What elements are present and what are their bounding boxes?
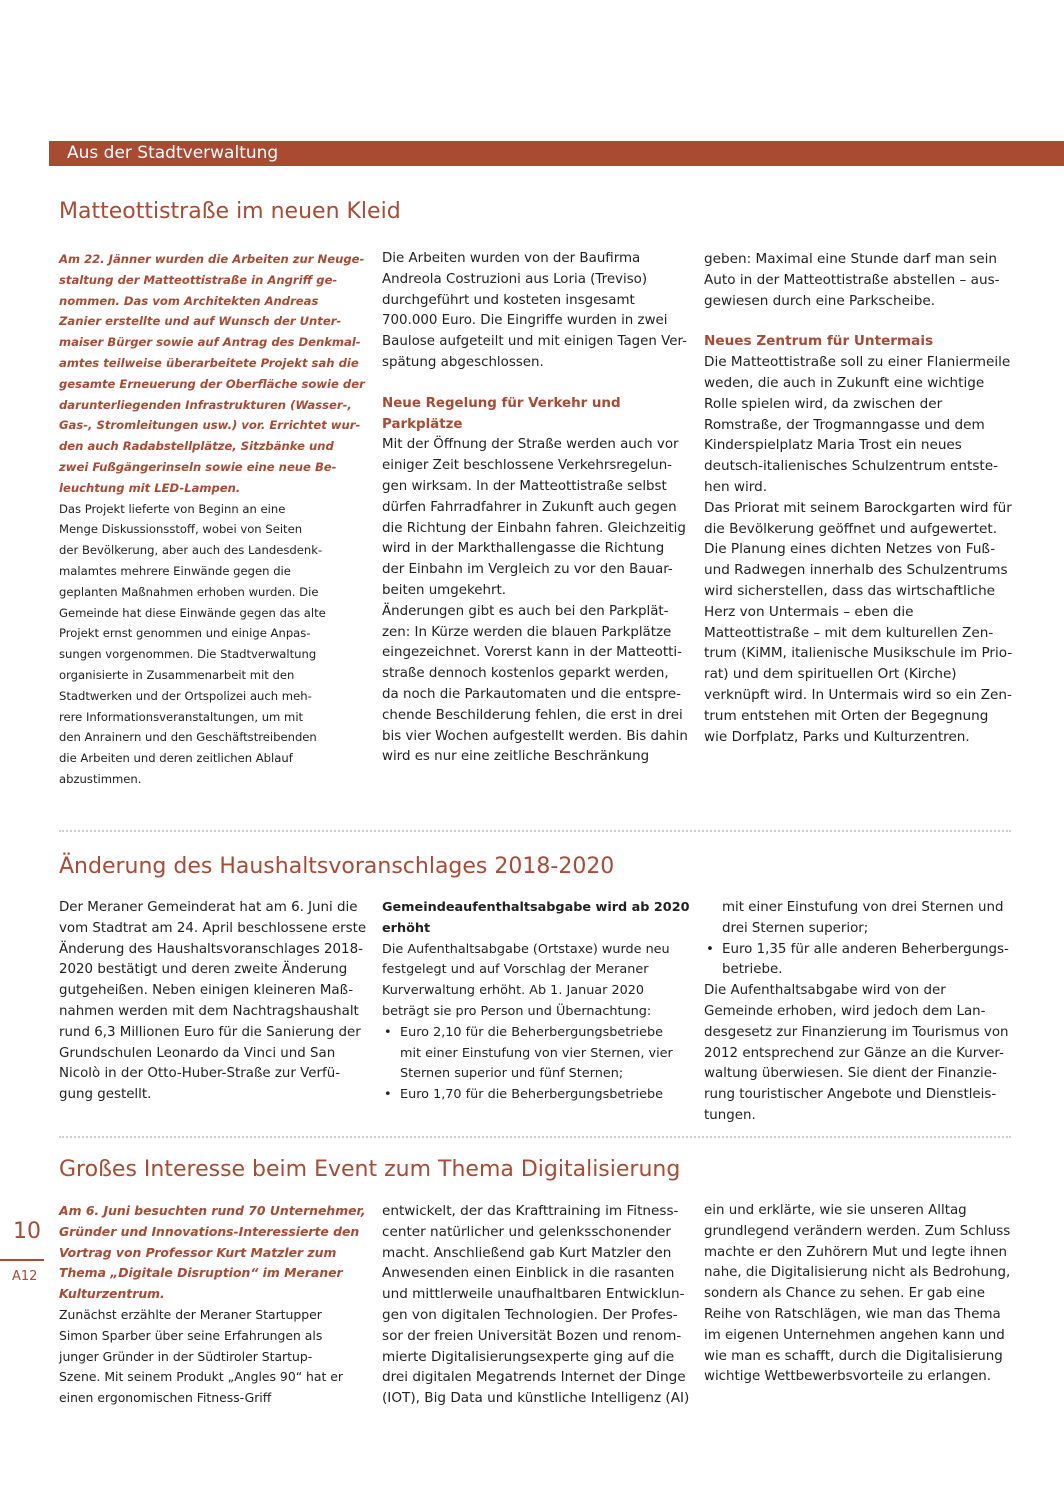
text-line: erhöht bbox=[382, 920, 431, 936]
body-paragraph bbox=[382, 940, 690, 1023]
text-line: Szene. Mit seinem Produkt „Angles 90“ hat er bbox=[59, 1369, 344, 1385]
text-line: festgelegt und auf Vorschlag der Meraner bbox=[382, 962, 649, 978]
text-line: bis vier Wochen aufgestellt werden. Bis dahin bbox=[382, 728, 688, 744]
bullet-item bbox=[382, 1023, 690, 1085]
text-line: Der Meraner Gemeinderat hat am 6. Juni die bbox=[59, 900, 358, 915]
text-line: wird sicherstellen, dass das wirtschaftliche bbox=[704, 582, 996, 599]
text-line: 2012 entsprechend zur Gänze an die Kurver- bbox=[704, 1045, 1004, 1061]
text-line: tungen. bbox=[704, 1107, 756, 1123]
text-line: center natürlicher und gelenksschonender bbox=[382, 1223, 671, 1240]
subheading bbox=[382, 394, 690, 436]
article3-column-1 bbox=[59, 1201, 367, 1409]
text-line: 2020 bestätigt und deren zweite Änderung bbox=[59, 962, 348, 978]
body-paragraph bbox=[704, 1201, 1012, 1388]
article1-column-3 bbox=[704, 249, 1012, 747]
bullet-continuation bbox=[704, 898, 1012, 940]
text-line: straße dennoch kostenlos geparkt werden, bbox=[382, 666, 669, 682]
text-line: waltung überwiesen. Sie dient der Finanzie- bbox=[704, 1066, 997, 1082]
text-line: Neue Regelung für Verkehr und bbox=[382, 395, 621, 411]
text-line: Gründer und Innovations-Interessierte den bbox=[59, 1223, 360, 1239]
text-line: Reihe von Ratschlägen, wie man das Thema bbox=[704, 1306, 1001, 1322]
page-code: A12 bbox=[12, 1269, 38, 1284]
text-line: geplanten Maßnahmen erhoben wurden. Die bbox=[59, 584, 319, 599]
text-line: sungen vorgenommen. Die Stadtverwaltung bbox=[59, 647, 317, 662]
page-number: 10 bbox=[13, 1219, 41, 1244]
text-line: Baulose aufgeteilt und mit einigen Tagen Ver- bbox=[382, 334, 687, 350]
text-line: hen wird. bbox=[704, 478, 768, 495]
body-paragraph bbox=[59, 898, 367, 1106]
text-line: im eigenen Unternehmen angehen kann und bbox=[704, 1327, 1005, 1343]
body-paragraph bbox=[382, 249, 690, 374]
text-line: den auch Radabstellplätze, Sitzbänke und bbox=[59, 439, 334, 454]
text-line: chende Beschilderung fehlen, die erst in drei bbox=[382, 707, 683, 723]
text-line: sor der freien Universität Bozen und renom- bbox=[382, 1327, 682, 1344]
text-line: organisierte in Zusammenarbeit mit den bbox=[59, 667, 295, 682]
text-line: wird in der Markthallengasse die Richtung bbox=[382, 541, 665, 557]
text-line: Zunächst erzählte der Meraner Startupper bbox=[59, 1306, 322, 1322]
text-line: Die Aufenthaltsabgabe wird von der bbox=[704, 983, 946, 999]
text-line: spätung abgeschlossen. bbox=[382, 354, 544, 370]
text-line: da noch die Parkautomaten und die entspre- bbox=[382, 686, 681, 702]
body-paragraph bbox=[59, 499, 367, 790]
text-line: weden, die auch in Zukunft eine wichtige bbox=[704, 374, 985, 391]
article2-column-3 bbox=[704, 898, 1012, 1127]
body-paragraph bbox=[382, 435, 690, 601]
lead-paragraph bbox=[59, 249, 367, 499]
text-line: der Einbahn im Vergleich zu vor den Bauar- bbox=[382, 562, 673, 578]
text-line: der Bevölkerung, aber auch des Landesdenk- bbox=[59, 543, 323, 558]
body-paragraph bbox=[382, 1201, 690, 1409]
text-line: verknüpft wird. In Untermais wird so ein Zen- bbox=[704, 686, 1012, 703]
text-line: mierte Digitalisierungsexperte ging auf die bbox=[382, 1348, 675, 1365]
text-line: Die Matteottistraße soll zu einer Flaniermeile bbox=[704, 354, 1011, 371]
text-line: gung gestellt. bbox=[59, 1087, 152, 1103]
text-line: Euro 1,70 für die Beherbergungsbetriebe bbox=[400, 1087, 663, 1103]
text-line: abzustimmen. bbox=[59, 771, 142, 786]
text-line: rat) und dem spirituellen Ort (Kirche) bbox=[704, 666, 957, 683]
text-line: maiser Bürger sowie auf Antrag des Denkmal- bbox=[59, 335, 361, 350]
page-number-rule bbox=[0, 1259, 44, 1261]
bullet-list bbox=[382, 1023, 690, 1106]
text-line: einen ergonomischen Fitness-Griff bbox=[59, 1390, 272, 1406]
text-line: gutgeheißen. Neben einigen kleineren Maß- bbox=[59, 983, 354, 999]
text-line: beiten umgekehrt. bbox=[382, 582, 506, 598]
text-line: 700.000 Euro. Die Eingriffe wurden in zwei bbox=[382, 313, 668, 329]
text-line: nahmen werden mit dem Nachtragshaushalt bbox=[59, 1003, 359, 1019]
article-title-matteotti: Matteottistraße im neuen Kleid bbox=[59, 199, 401, 224]
text-line: trum entstehen mit Orten der Begegnung bbox=[704, 707, 989, 724]
text-line: Euro 1,35 für alle anderen Beherbergungs- bbox=[722, 941, 1009, 957]
text-line: Kurverwaltung erhöht. Ab 1. Januar 2020 bbox=[382, 983, 645, 999]
text-line: Die Arbeiten wurden von der Baufirma bbox=[382, 251, 641, 266]
text-line: deutsch-italienisches Schulzentrum entste- bbox=[704, 458, 999, 475]
divider-dotted bbox=[59, 830, 1011, 832]
text-line: wie man es schafft, durch die Digitalisierung bbox=[704, 1348, 1003, 1364]
text-line: drei Sternen superior; bbox=[722, 920, 869, 936]
text-line: desgesetz zur Finanzierung im Tourismus von bbox=[704, 1024, 1009, 1040]
text-line: Menge Diskussionsstoff, wobei von Seiten bbox=[59, 522, 303, 537]
text-line: Gemeinde hat diese Einwände gegen das alte bbox=[59, 605, 326, 620]
article1-column-1 bbox=[59, 249, 367, 790]
text-line: einiger Zeit beschlossene Verkehrsregelun- bbox=[382, 458, 673, 474]
text-line: nommen. Das vom Architekten Andreas bbox=[59, 293, 319, 308]
paragraph-gap bbox=[382, 374, 690, 394]
text-line: grundlegend verändern werden. Zum Schluss bbox=[704, 1223, 1011, 1239]
article2-column-1 bbox=[59, 898, 367, 1106]
text-line: Auto in der Matteottistraße abstellen – aus- bbox=[704, 271, 1000, 288]
text-line: die Arbeiten und deren zeitlichen Ablauf bbox=[59, 751, 293, 766]
text-line: betriebe. bbox=[722, 962, 783, 978]
text-line: Parkplätze bbox=[382, 416, 463, 432]
body-paragraph bbox=[704, 498, 1012, 748]
text-line: Neues Zentrum für Untermais bbox=[704, 333, 934, 350]
text-line: machte er den Zuhörern Mut und legte ihnen bbox=[704, 1244, 1008, 1260]
text-line: Kulturzentrum. bbox=[59, 1286, 165, 1302]
text-line: Sternen superior und fünf Sternen; bbox=[400, 1066, 624, 1082]
article1-column-2 bbox=[382, 249, 690, 768]
body-paragraph bbox=[704, 981, 1012, 1127]
text-line: Das Projekt lieferte von Beginn an eine bbox=[59, 501, 286, 516]
text-line: Die Aufenthaltsabgabe (Ortstaxe) wurde neu bbox=[382, 941, 670, 957]
divider-dotted bbox=[59, 1136, 1011, 1138]
text-line: Am 22. Jänner wurden die Arbeiten zur Neuge- bbox=[59, 252, 365, 266]
body-paragraph bbox=[704, 249, 1012, 311]
text-line: rere Informationsveranstaltungen, um mit bbox=[59, 709, 304, 724]
text-line: geben: Maximal eine Stunde darf man sein bbox=[704, 251, 997, 267]
text-line: Simon Sparber über seine Erfahrungen als bbox=[59, 1327, 323, 1343]
text-line: Die Planung eines dichten Netzes von Fuß- bbox=[704, 541, 996, 558]
text-line: Kinderspielplatz Maria Trost ein neues bbox=[704, 437, 962, 454]
text-line: amtes teilweise überarbeitete Projekt sah die bbox=[59, 355, 359, 370]
text-line: den Anrainern und den Geschäftstreibenden bbox=[59, 730, 317, 745]
lead-paragraph bbox=[59, 1201, 367, 1305]
text-line: Matteottistraße – mit dem kulturellen Zen- bbox=[704, 624, 994, 641]
article-title-digitalisierung: Großes Interesse beim Event zum Thema Digitalisierung bbox=[59, 1157, 681, 1182]
subheading bbox=[382, 898, 690, 940]
text-line: rung touristischer Angebote und Dienstleis- bbox=[704, 1087, 997, 1103]
text-line: Euro 2,10 für die Beherbergungsbetriebe bbox=[400, 1024, 663, 1040]
text-line: darunterliegenden Infrastrukturen (Wasser-, bbox=[59, 397, 352, 412]
text-line: wichtige Wettbewerbsvorteile zu erlangen. bbox=[704, 1369, 992, 1385]
text-line: zwei Fußgängerinseln sowie eine neue Be- bbox=[59, 459, 337, 474]
text-line: Vortrag von Professor Kurt Matzler zum bbox=[59, 1244, 337, 1260]
text-line: Romstraße, der Trogmanngasse und dem bbox=[704, 416, 985, 433]
body-paragraph bbox=[59, 1305, 367, 1409]
text-line: zen: In Kürze werden die blauen Parkplätze bbox=[382, 624, 672, 640]
text-line: Änderung des Haushaltsvoranschlages 2018- bbox=[59, 941, 363, 957]
bullet-item bbox=[382, 1085, 690, 1106]
text-line: trum (KiMM, italienische Musikschule im Prio- bbox=[704, 645, 1013, 662]
text-line: rund 6,3 Millionen Euro für die Sanierung der bbox=[59, 1024, 361, 1040]
text-line: Grundschulen Leonardo da Vinci und San bbox=[59, 1045, 336, 1061]
text-line: nahe, die Digitalisierung nicht als Bedrohung, bbox=[704, 1265, 1011, 1281]
text-line: Gas-, Stromleitungen usw.) vor. Errichtet wur- bbox=[59, 418, 361, 433]
text-line: gen wirksam. In der Matteottistraße selbst bbox=[382, 478, 667, 494]
text-line: vom Stadtrat am 24. April beschlossene erste bbox=[59, 920, 367, 936]
text-line: Änderungen gibt es auch bei den Parkplät- bbox=[382, 603, 669, 619]
text-line: macht. Anschließend gab Kurt Matzler den bbox=[382, 1244, 672, 1261]
article2-column-2 bbox=[382, 898, 690, 1106]
body-paragraph bbox=[382, 602, 690, 768]
text-line: staltung der Matteottistraße in Angriff ge- bbox=[59, 272, 338, 287]
bullet-list bbox=[704, 940, 1012, 982]
text-line: die Richtung der Einbahn fahren. Gleichzeitig bbox=[382, 520, 686, 536]
text-line: sondern als Chance zu sehen. Er gab eine bbox=[704, 1286, 986, 1302]
section-banner: Aus der Stadtverwaltung bbox=[49, 141, 1064, 166]
text-line: wird es nur eine zeitliche Beschränkung bbox=[382, 749, 650, 765]
text-line: Stadtwerken und der Ortspolizei auch meh- bbox=[59, 688, 312, 703]
article3-column-3 bbox=[704, 1201, 1012, 1388]
text-line: Herz von Untermais – eben die bbox=[704, 603, 914, 620]
article-title-haushalt: Änderung des Haushaltsvoranschlages 2018-2020 bbox=[59, 854, 615, 879]
text-line: Zanier erstellte und auf Wunsch der Unter- bbox=[59, 314, 342, 329]
text-line: gen von digitalen Technologien. Der Profes- bbox=[382, 1306, 678, 1323]
text-line: dürfen Fahrradfahrer in Zukunft auch gegen bbox=[382, 499, 677, 515]
text-line: Andreola Costruzioni aus Loria (Treviso) bbox=[382, 271, 648, 287]
text-line: und mittlerweile unaufhaltbaren Entwicklun- bbox=[382, 1286, 685, 1303]
text-line: die Bevölkerung geöffnet und aufgewertet. bbox=[704, 520, 998, 537]
text-line: gesamte Erneuerung der Oberfläche sowie der bbox=[59, 376, 365, 391]
text-line: durchgeführt und kosteten insgesamt bbox=[382, 292, 635, 308]
text-line: drei digitalen Megatrends Internet der Dinge bbox=[382, 1369, 686, 1386]
text-line: mit einer Einstufung von drei Sternen und bbox=[722, 900, 1004, 915]
subheading bbox=[704, 331, 1012, 352]
text-line: leuchtung mit LED-Lampen. bbox=[59, 480, 241, 495]
bullet-item bbox=[704, 940, 1012, 982]
text-line: junger Gründer in der Südtiroler Startup- bbox=[59, 1348, 313, 1364]
text-line: und Radwegen innerhalb des Schulzentrums bbox=[704, 562, 1008, 579]
text-line: Das Priorat mit seinem Barockgarten wird für bbox=[704, 499, 1012, 516]
text-line: Thema „Digitale Disruption“ im Meraner bbox=[59, 1265, 343, 1281]
text-line: ein und erklärte, wie sie unseren Alltag bbox=[704, 1203, 967, 1218]
text-line: mit einer Einstufung von vier Sternen, vier bbox=[400, 1045, 673, 1061]
text-line: Gemeindeaufenthaltsabgabe wird ab 2020 bbox=[382, 900, 690, 915]
text-line: Projekt ernst genommen und einige Anpas- bbox=[59, 626, 311, 641]
text-line: Nicolò in der Otto-Huber-Straße zur Verfü- bbox=[59, 1066, 341, 1082]
text-line: entwickelt, der das Krafttraining im Fitness- bbox=[382, 1203, 679, 1219]
paragraph-gap bbox=[704, 311, 1012, 331]
article3-column-2 bbox=[382, 1201, 690, 1409]
text-line: Mit der Öffnung der Straße werden auch vor bbox=[382, 437, 679, 453]
text-line: eingezeichnet. Vorerst kann in der Matteotti- bbox=[382, 645, 682, 661]
body-paragraph bbox=[704, 352, 1012, 498]
text-line: gewiesen durch eine Parkscheibe. bbox=[704, 292, 936, 309]
text-line: wie Dorfplatz, Parks und Kulturzentren. bbox=[704, 728, 970, 745]
text-line: malamtes mehrere Einwände gegen die bbox=[59, 563, 291, 578]
text-line: (IOT), Big Data und künstliche Intelligenz (AI) bbox=[382, 1390, 690, 1407]
text-line: Anwesenden einen Einblick in die rasanten bbox=[382, 1265, 675, 1282]
text-line: Gemeinde erhoben, wird jedoch dem Lan- bbox=[704, 1003, 986, 1019]
text-line: Rolle spielen wird, da zwischen der bbox=[704, 395, 943, 412]
text-line: beträgt sie pro Person und Übernachtung: bbox=[382, 1003, 652, 1019]
text-line: Am 6. Juni besuchten rund 70 Unternehmer, bbox=[59, 1203, 366, 1218]
